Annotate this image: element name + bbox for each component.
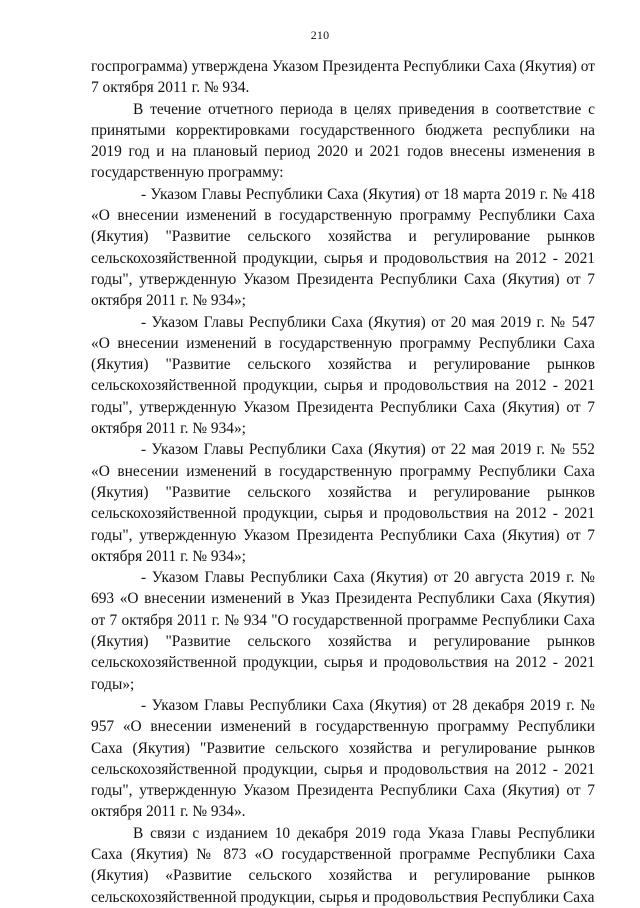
list-item-decree-693: - Указом Главы Республики Саха (Якутия) от 20 августа 2019 г. № 693 «О внесении изменений в Указ Президента Республики Саха (Якутия) от 7 октября 2011 г. № 934 "О государственной программе Республики Саха (Якутия) "Развитие сельского хозяйства и регулирование рынков сельскохозяйственной продукции, сырья и продовольствия на 2012 - 2021 годы»; — [91, 569, 595, 693]
document-body — [91, 56, 595, 908]
list-item-decree-957: - Указом Главы Республики Саха (Якутия) от 28 декабря 2019 г. № 957 «О внесении изменений в государственную программу Республики Саха (Якутия) "Развитие сельского хозяйства и регулирование рынков сельскохозяйственной продукции, сырья и продовольствия на 2012 - 2021 годы", утвержденную Указом Президента Республики Саха (Якутия) от 7 октября 2011 г. № 934». — [91, 696, 595, 821]
list-item-decree-418: - Указом Главы Республики Саха (Якутия) от 18 марта 2019 г. № 418 «О внесении изменений в государственную программу Республики Саха (Якутия) "Развитие сельского хозяйства и регулирование рынков сельскохозяйственной продукции, сырья и продовольствия на 2012 - 2021 годы", утвержденную Указом Президента Республики Саха (Якутия) от 7 октября 2011 г. № 934»; — [91, 185, 595, 310]
paragraph-decree-873: В связи с изданием 10 декабря 2019 года Указа Главы Республики Саха (Якутия) № 873 «О государственной программе Республики Саха (Якутия) «Развитие сельского хозяйства и регулирование рынков сельскохозяйственной продукции, сырья и продовольствия Республики Саха — [91, 824, 595, 906]
list-item-decree-552: - Указом Главы Республики Саха (Якутия) от 22 мая 2019 г. № 552 «О внесении изменений в государственную программу Республики Саха (Якутия) "Развитие сельского хозяйства и регулирование рынков сельскохозяйственной продукции, сырья и продовольствия на 2012 - 2021 годы", утвержденную Указом Президента Республики Саха (Якутия) от 7 октября 2011 г. № 934»; — [91, 441, 595, 565]
list-item-decree-547: - Указом Главы Республики Саха (Якутия) от 20 мая 2019 г. № 547 «О внесении изменений в государственную программу Республики Саха (Якутия) "Развитие сельского хозяйства и регулирование рынков сельскохозяйственной продукции, сырья и продовольствия на 2012 - 2021 годы", утвержденную Указом Президента Республики Саха (Якутия) от 7 октября 2011 г. № 934»; — [91, 313, 595, 438]
page-number: 210 — [310, 28, 330, 42]
paragraph-program-approval: госпрограмма) утверждена Указом Президента Республики Саха (Якутия) от 7 октября 2011 г. № 934. — [91, 58, 595, 97]
paragraph-changes-intro: В течение отчетного периода в целях приведения в соответствие с принятыми корректировками государственного бюджета республики на 2019 год и на плановый период 2020 и 2021 годов внесены изменения в государственную программу: — [91, 100, 595, 182]
